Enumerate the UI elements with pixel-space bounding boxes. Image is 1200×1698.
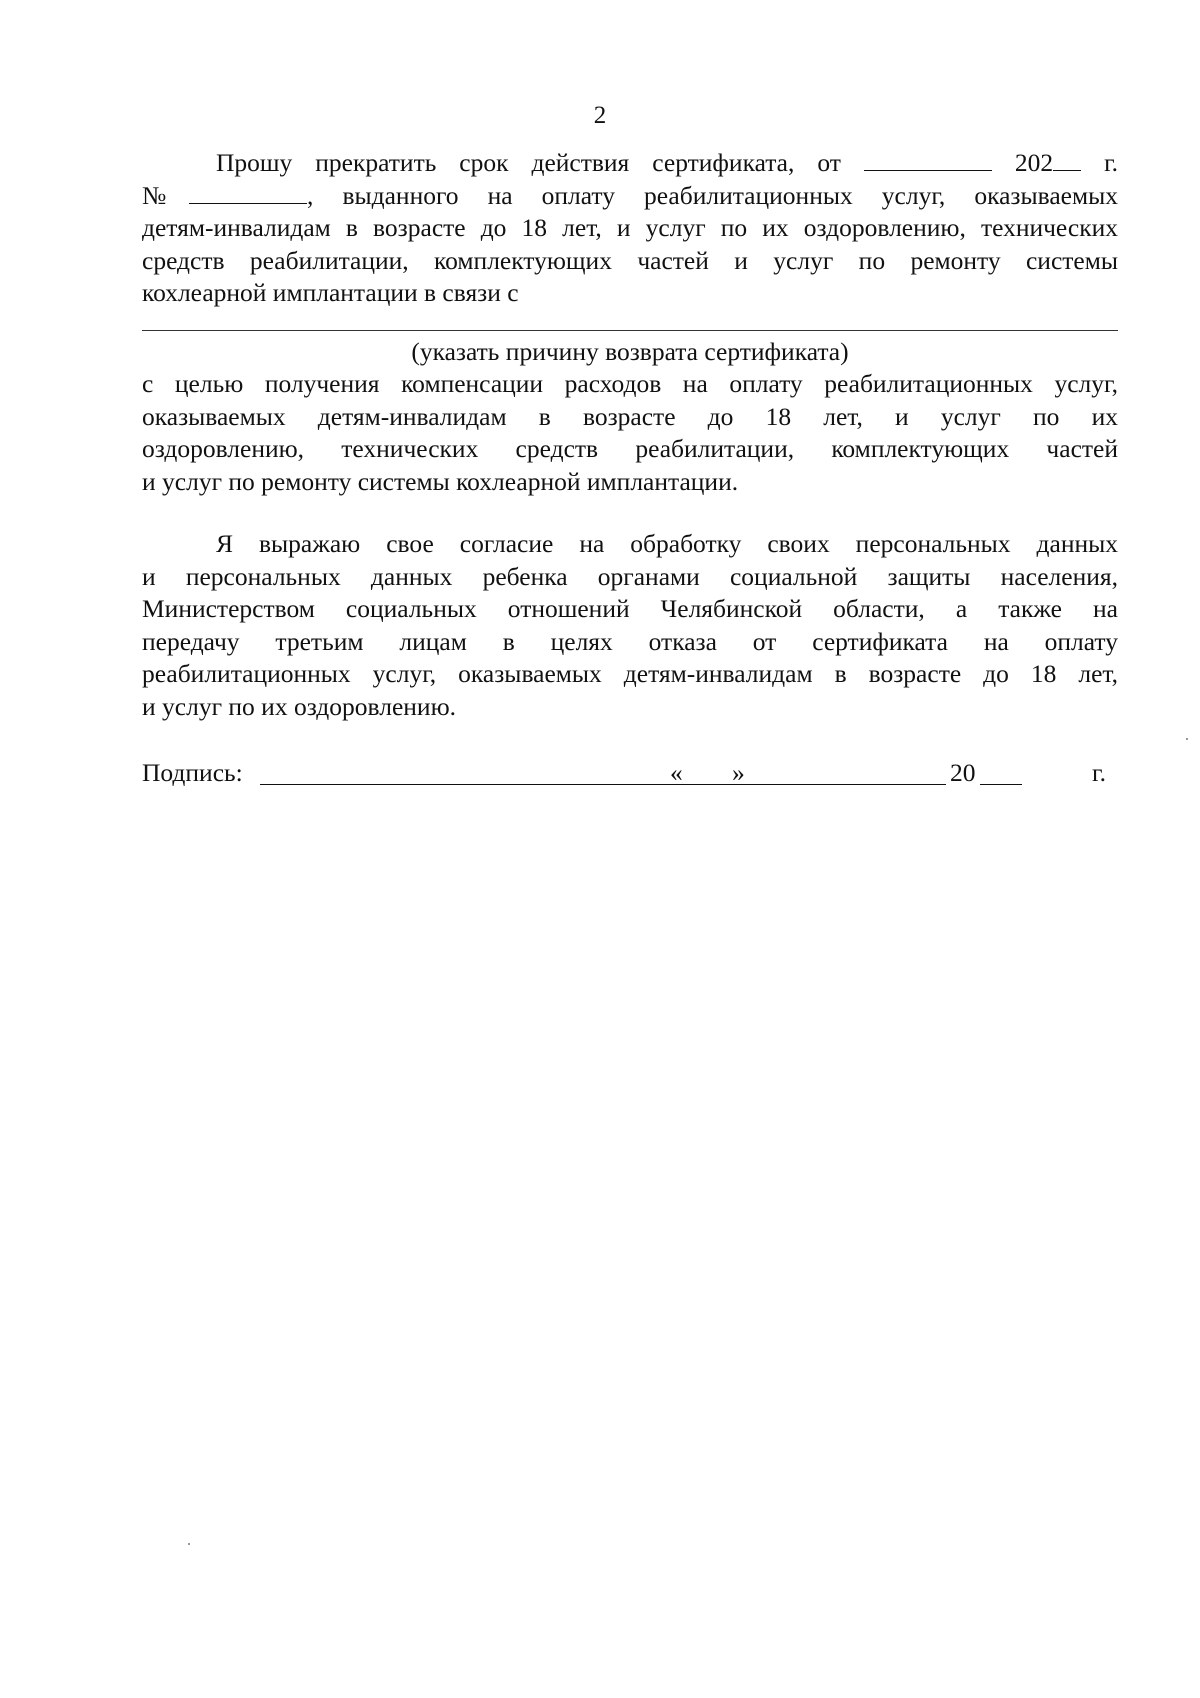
certificate-date-field[interactable] <box>864 148 992 171</box>
reason-hint: (указать причину возврата сертификата) <box>411 337 849 366</box>
request-paragraph <box>142 147 1118 310</box>
reason-field[interactable] <box>142 330 1118 331</box>
consent-line-5: реабилитационных услуг, оказываемых детям-инвалидам в возрасте до 18 лет, <box>142 659 1118 688</box>
consent-line-1: Я выражаю свое согласие на обработку своих персональных данных <box>216 529 1118 558</box>
consent-line-2: и персональных данных ребенка органами социальной защиты населения, <box>142 561 1118 591</box>
request-line-5: кохлеарной имплантации в связи с <box>142 278 519 307</box>
certificate-number-field[interactable] <box>189 181 307 204</box>
purpose-line-4: и услуг по ремонту системы кохлеарной имплантации. <box>142 466 739 496</box>
scan-speck <box>188 1543 190 1545</box>
request-line-4: средств реабилитации, комплектующих частей и услуг по ремонту системы <box>142 245 1118 275</box>
purpose-line-2: оказываемых детям-инвалидам в возрасте до 18 лет, и услуг по их <box>142 401 1118 431</box>
signature-day-field[interactable] <box>688 784 730 785</box>
scan-speck <box>1186 738 1188 740</box>
consent-line-4: передачу третьим лицам в целях отказа от сертификата на оплату <box>142 626 1118 656</box>
signature-label: Подпись: <box>142 758 243 787</box>
consent-line-3: Министерством социальных отношений Челябинской области, а также на <box>142 594 1118 623</box>
quote-close: » <box>732 758 745 787</box>
purpose-line-3: оздоровлению, технических средств реабилитации, комплектующих частей <box>142 434 1118 463</box>
year-prefix: 20 <box>950 758 976 787</box>
certificate-year-field[interactable] <box>1053 148 1081 171</box>
year-suffix: г. <box>1092 758 1106 787</box>
signature-row <box>142 757 1118 790</box>
signature-year-field[interactable] <box>980 784 1022 785</box>
request-line-2: № , выданного на оплату реабилитационных услуг, оказываемых <box>142 180 1118 210</box>
request-line-1: Прошу прекратить срок действия сертификата, от 202 г. <box>216 148 1119 177</box>
page-number: 2 <box>593 102 607 129</box>
purpose-line-1: с целью получения компенсации расходов на оплату реабилитационных услуг, <box>142 369 1118 398</box>
consent-line-6: и услуг по их оздоровлению. <box>142 691 456 721</box>
quote-open: « <box>670 758 683 787</box>
purpose-paragraph <box>142 368 1118 498</box>
signature-month-field[interactable] <box>748 784 946 785</box>
request-line-3: детям-инвалидам в возрасте до 18 лет, и услуг по их оздоровлению, технических <box>142 213 1118 242</box>
consent-paragraph <box>142 528 1118 723</box>
